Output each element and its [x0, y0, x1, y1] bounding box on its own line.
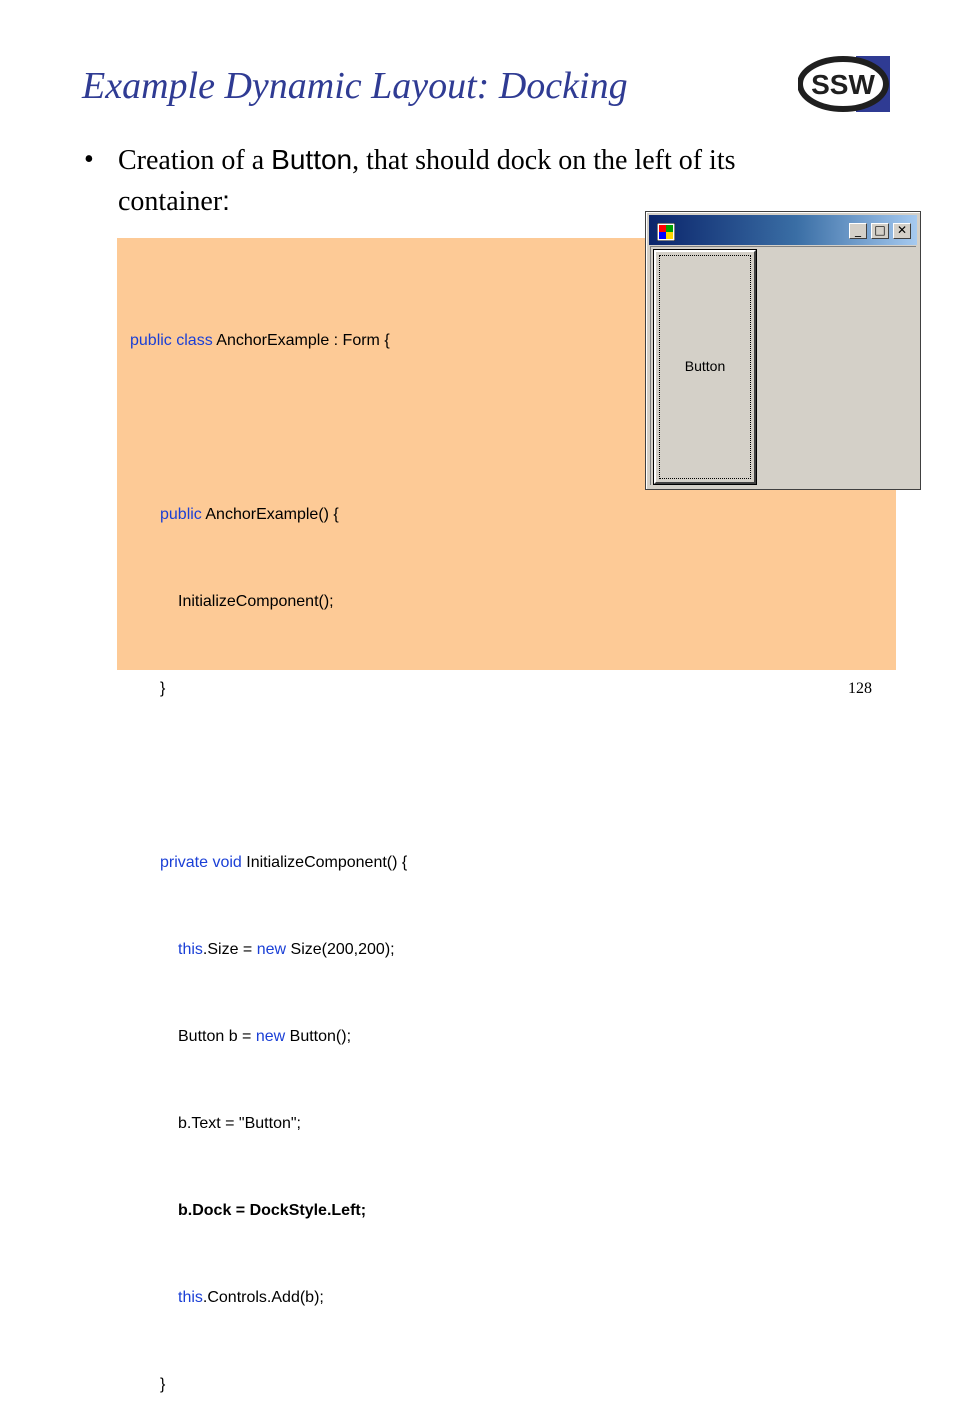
code-line-8: b.Text = "Button";	[178, 1115, 301, 1132]
bullet-text	[118, 140, 844, 222]
code-text: AnchorExample() {	[201, 506, 339, 523]
code-line-3: InitializeComponent();	[178, 593, 334, 610]
bullet-text-before: Creation of a	[118, 145, 272, 176]
logo-text: SSW	[811, 69, 875, 100]
slide-title: Example Dynamic Layout: Docking	[82, 65, 628, 107]
code-line-10	[130, 1283, 407, 1312]
code-keyword: new	[256, 941, 287, 958]
code-keyword: public	[160, 506, 202, 523]
code-line-1	[130, 326, 407, 355]
code-keyword: this	[178, 941, 203, 958]
code-text: .Controls.Add(b);	[202, 1289, 324, 1306]
form-window	[645, 211, 921, 490]
code-line-4: }	[160, 680, 166, 697]
code-line-6	[130, 935, 407, 964]
bullet-symbol: •	[84, 144, 94, 175]
docked-button[interactable]	[654, 250, 756, 484]
window-client-area	[650, 246, 916, 485]
code-text: Button b =	[178, 1028, 256, 1045]
code-listing	[130, 268, 407, 1428]
code-line-7	[130, 1022, 407, 1051]
code-keyword: public class	[130, 332, 213, 349]
code-text: AnchorExample : Form {	[212, 332, 390, 349]
code-line-2	[130, 500, 407, 529]
code-keyword: private void	[160, 854, 242, 871]
bullet-item	[84, 140, 844, 222]
app-icon[interactable]	[657, 223, 675, 241]
code-keyword: this	[178, 1289, 203, 1306]
code-line-11: }	[160, 1376, 166, 1393]
maximize-button[interactable]: □	[871, 223, 889, 239]
close-button[interactable]: ✕	[893, 223, 911, 239]
code-text: InitializeComponent() {	[241, 854, 408, 871]
docked-button-label: Button	[684, 358, 726, 374]
minimize-button[interactable]: _	[849, 223, 867, 239]
code-text: Size(200,200);	[286, 941, 395, 958]
code-line-blank	[130, 413, 407, 442]
code-line-9: b.Dock = DockStyle.Left;	[178, 1202, 367, 1219]
code-line-blank	[130, 761, 407, 790]
code-text: .Size =	[202, 941, 257, 958]
bullet-colon: :	[222, 185, 230, 216]
page-number: 128	[848, 680, 872, 697]
code-line-5	[130, 848, 407, 877]
code-keyword: new	[255, 1028, 286, 1045]
code-text: Button();	[285, 1028, 352, 1045]
window-titlebar[interactable]	[649, 215, 917, 245]
bullet-code-word: Button	[271, 144, 353, 175]
ssw-logo	[798, 56, 890, 112]
bullet-text-after: , that should dock on the left of its container	[118, 145, 736, 217]
